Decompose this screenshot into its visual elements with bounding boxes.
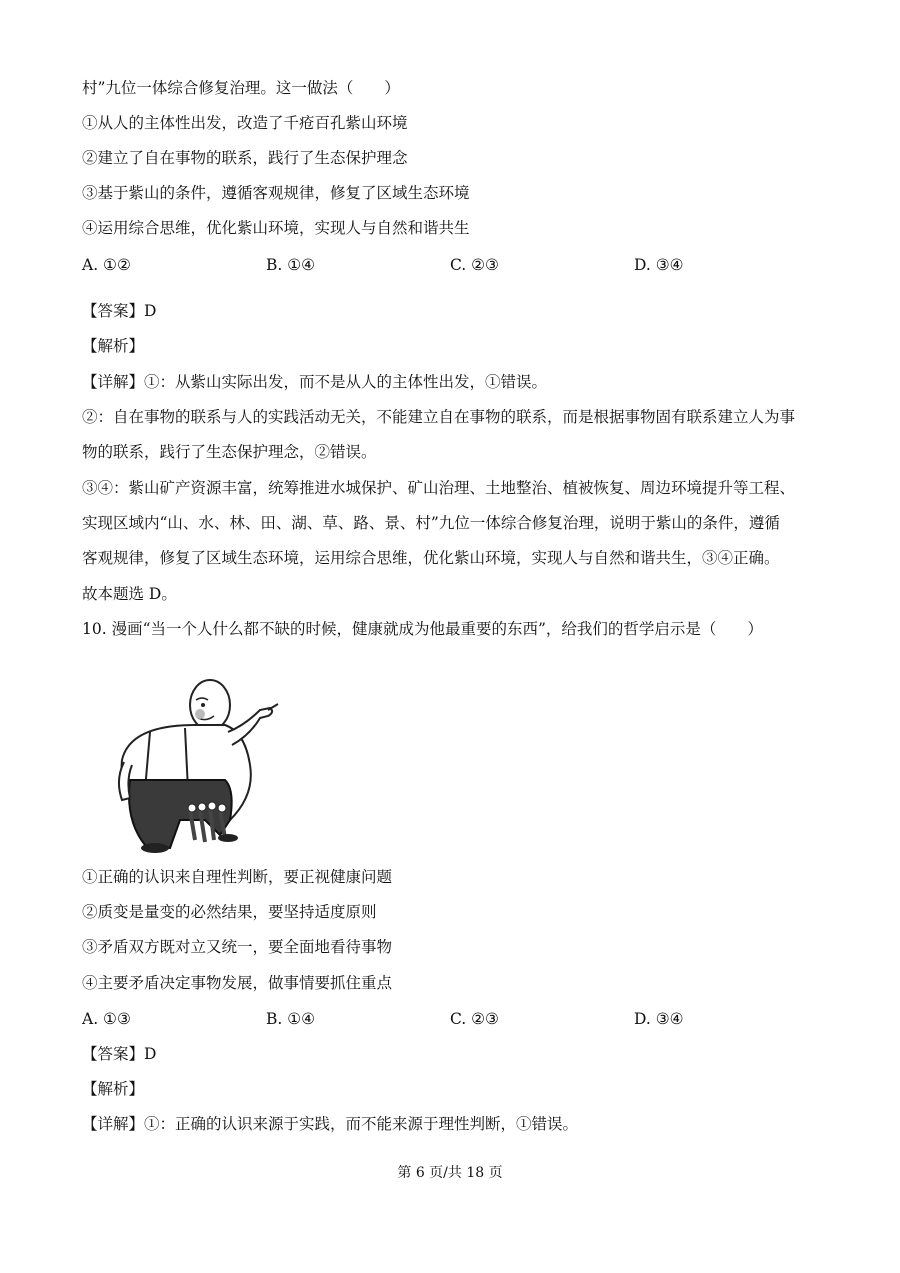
- q9-detail-7: 故本题选 D。: [82, 585, 177, 603]
- q10-item-2: ②质变是量变的必然结果，要坚持适度原则: [82, 903, 377, 921]
- q10-analysis-heading: 【解析】: [82, 1080, 145, 1098]
- q9-item-4: ④运用综合思维，优化紫山环境，实现人与自然和谐共生: [82, 219, 470, 237]
- q10-option-b: B. ①④: [266, 1010, 316, 1028]
- q9-answer: 【答案】D: [82, 302, 157, 320]
- q9-item-2: ②建立了自在事物的联系，践行了生态保护理念: [82, 149, 408, 167]
- q9-option-c: C. ②③: [450, 256, 499, 274]
- q9-option-b: B. ①④: [266, 256, 316, 274]
- page-number-footer: 第 6 页/共 18 页: [397, 1165, 503, 1181]
- q9-detail-5: 实现区域内“山、水、林、田、湖、草、路、景、村”九位一体综合修复治理，说明于紫山的条件，遵循: [82, 514, 780, 532]
- q10-option-a: A. ①③: [82, 1010, 131, 1028]
- q10-answer: 【答案】D: [82, 1045, 157, 1063]
- q10-option-d: D. ③④: [634, 1010, 684, 1028]
- q9-detail-4: ③④：紫山矿产资源丰富，统筹推进水城保护、矿山治理、土地整治、植被恢复、周边环境提升等工程、: [82, 479, 796, 497]
- q10-item-3: ③矛盾双方既对立又统一，要全面地看待事物: [82, 938, 393, 956]
- q10-detail-1: 【详解】①：正确的认识来源于实践，而不能来源于理性判断，①错误。: [82, 1115, 579, 1133]
- q9-item-3: ③基于紫山的条件，遵循客观规律，修复了区域生态环境: [82, 184, 470, 202]
- q9-detail-3: 物的联系，践行了生态保护理念，②错误。: [82, 443, 377, 461]
- q10-stem: 10. 漫画“当一个人什么都不缺的时候，健康就成为他最重要的东西”，给我们的哲学启示是（ ）: [82, 620, 763, 638]
- q9-stem-tail: 村”九位一体综合修复治理。这一做法（ ）: [82, 79, 400, 97]
- q10-item-4: ④主要矛盾决定事物发展，做事情要抓住重点: [82, 974, 393, 992]
- q10-option-c: C. ②③: [450, 1010, 499, 1028]
- q9-analysis-heading: 【解析】: [82, 337, 145, 355]
- q10-item-1: ①正确的认识来自理性判断，要正视健康问题: [82, 868, 393, 886]
- cartoon-image: [110, 670, 280, 855]
- q9-detail-1: 【详解】①：从紫山实际出发，而不是从人的主体性出发，①错误。: [82, 373, 548, 391]
- q9-option-a: A. ①②: [82, 256, 131, 274]
- q9-item-1: ①从人的主体性出发，改造了千疮百孔紫山环境: [82, 114, 408, 132]
- q9-detail-6: 客观规律，修复了区域生态环境，运用综合思维，优化紫山环境，实现人与自然和谐共生，③④正确。: [82, 549, 780, 567]
- q9-detail-2: ②：自在事物的联系与人的实践活动无关，不能建立自在事物的联系，而是根据事物固有联系建立人为事: [82, 408, 796, 426]
- q9-option-d: D. ③④: [634, 256, 684, 274]
